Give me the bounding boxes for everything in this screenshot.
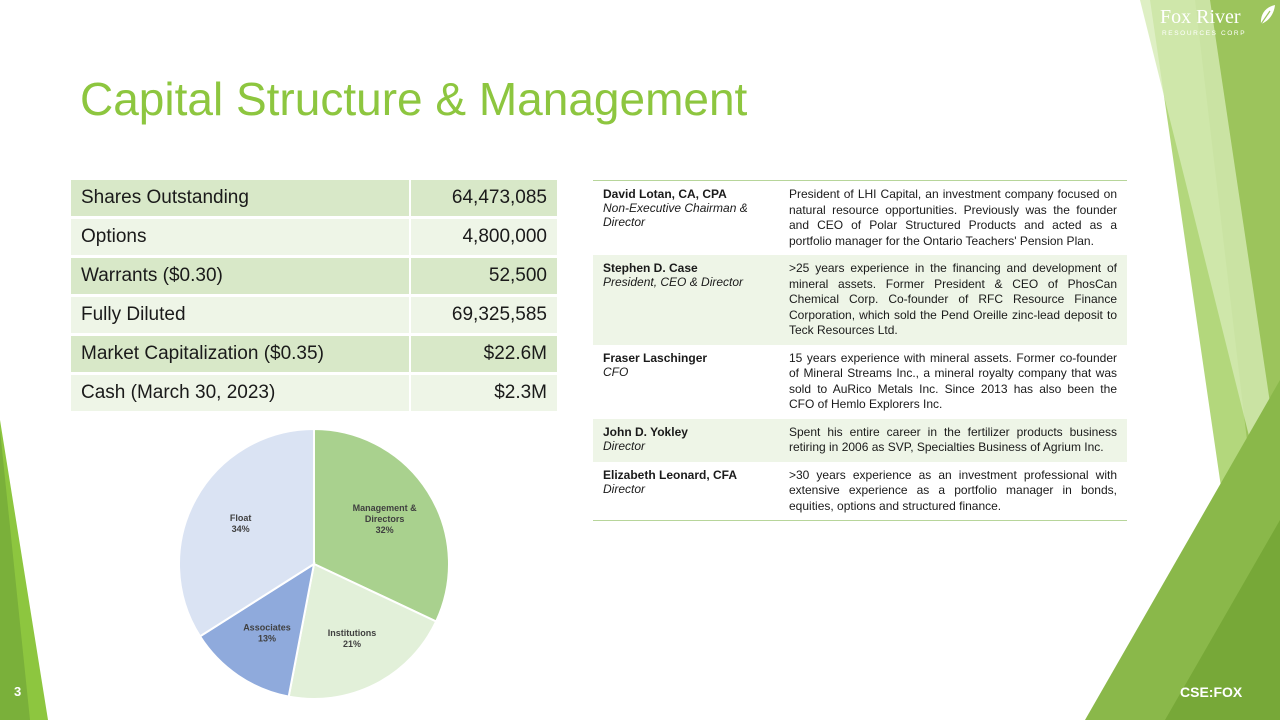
person-role: Director: [603, 481, 646, 496]
row-value: $22.6M: [409, 336, 557, 375]
management-row: [593, 462, 1127, 521]
person-bio: >30 years experience as an investment professional with extensive experience as a portfolio manager in bonds, equities, options and structured finance.: [789, 467, 1117, 513]
person-role: CFO: [603, 364, 629, 379]
slice-label: Directors: [364, 514, 405, 525]
slice-label: Management &: [352, 503, 417, 514]
person-cell: [593, 462, 779, 521]
slice-percent-label: 32%: [375, 525, 394, 536]
row-value: 4,800,000: [409, 219, 557, 258]
management-table: [593, 180, 1127, 521]
person-name: John D. Yokley: [603, 424, 688, 439]
row-value: 64,473,085: [409, 180, 557, 219]
row-label: Cash (March 30, 2023): [71, 375, 409, 414]
slice-label: Float: [229, 513, 252, 524]
logo-subtitle: RESOURCES CORP: [1162, 30, 1247, 37]
person-name: Stephen D. Case: [603, 261, 698, 275]
row-label: Warrants ($0.30): [71, 258, 409, 297]
slice-label: Associates: [243, 622, 291, 633]
management-row: [593, 345, 1127, 419]
table-row: [71, 219, 557, 258]
slice-label: Institutions: [327, 628, 377, 639]
person-bio: Spent his entire career in the fertilizer products business retiring in 2006 as SVP, Specialties Business of Agrium Inc.: [779, 419, 1127, 462]
person-name: Fraser Laschinger: [603, 350, 708, 365]
company-logo: [1160, 4, 1278, 40]
table-row: [71, 258, 557, 297]
person-cell: [593, 345, 779, 419]
person-cell: [593, 419, 779, 462]
person-bio: President of LHI Capital, an investment company focused on natural resource opportunities. Previously was the founder and CEO of Polar Structured Products and acted as a portfolio manager for the Ontario Teachers' Pension Plan.: [789, 187, 1117, 248]
person-bio: >25 years experience in the financing and development of mineral assets. Former President & CEO of PhosCan Chemical Corp. Co-founder of RFC Resource Finance Corporation, which sold the Pend Oreille zinc-lead deposit to Teck Resources Ltd.: [779, 255, 1127, 345]
person-role: Director: [603, 438, 646, 453]
table-row: [71, 375, 557, 414]
row-label: Fully Diluted: [71, 297, 409, 336]
ticker-symbol: CSE:FOX: [1180, 684, 1243, 700]
person-cell: [593, 255, 779, 345]
person-name: Elizabeth Leonard, CFA: [603, 467, 738, 482]
table-row: [71, 297, 557, 336]
row-label: Market Capitalization ($0.35): [71, 336, 409, 375]
row-value: 69,325,585: [409, 297, 557, 336]
management-row: [593, 419, 1127, 462]
person-role: President, CEO & Director: [603, 275, 744, 289]
row-label: Options: [71, 219, 409, 258]
row-value: 52,500: [409, 258, 557, 297]
person-role: Non-Executive Chairman & Director: [603, 201, 748, 229]
row-label: Shares Outstanding: [71, 180, 409, 219]
slice-percent-label: 13%: [257, 633, 276, 644]
leaf-icon: [1258, 4, 1276, 26]
table-row: [71, 336, 557, 375]
slice-percent-label: 21%: [342, 639, 362, 650]
row-value: $2.3M: [409, 375, 557, 414]
person-name: David Lotan, CA, CPA: [603, 187, 727, 201]
table-row: [71, 180, 557, 219]
management-row: [593, 181, 1127, 256]
slice-percent-label: 34%: [231, 524, 250, 535]
page-title: Capital Structure & Management: [80, 73, 748, 125]
person-bio: 15 years experience with mineral assets. Former co-founder of Mineral Streams Inc., a mineral royalty company that was sold to AuRico Metals Inc. Since 2013 has also been the CFO of Hemlo Explorers Inc.: [789, 350, 1117, 411]
shareholder-pie-chart: [170, 428, 460, 700]
person-cell: [593, 181, 779, 256]
capital-structure-table: [71, 180, 557, 414]
logo-name: Fox River: [1160, 6, 1241, 28]
page-number: 3: [14, 684, 22, 699]
management-row: [593, 255, 1127, 345]
